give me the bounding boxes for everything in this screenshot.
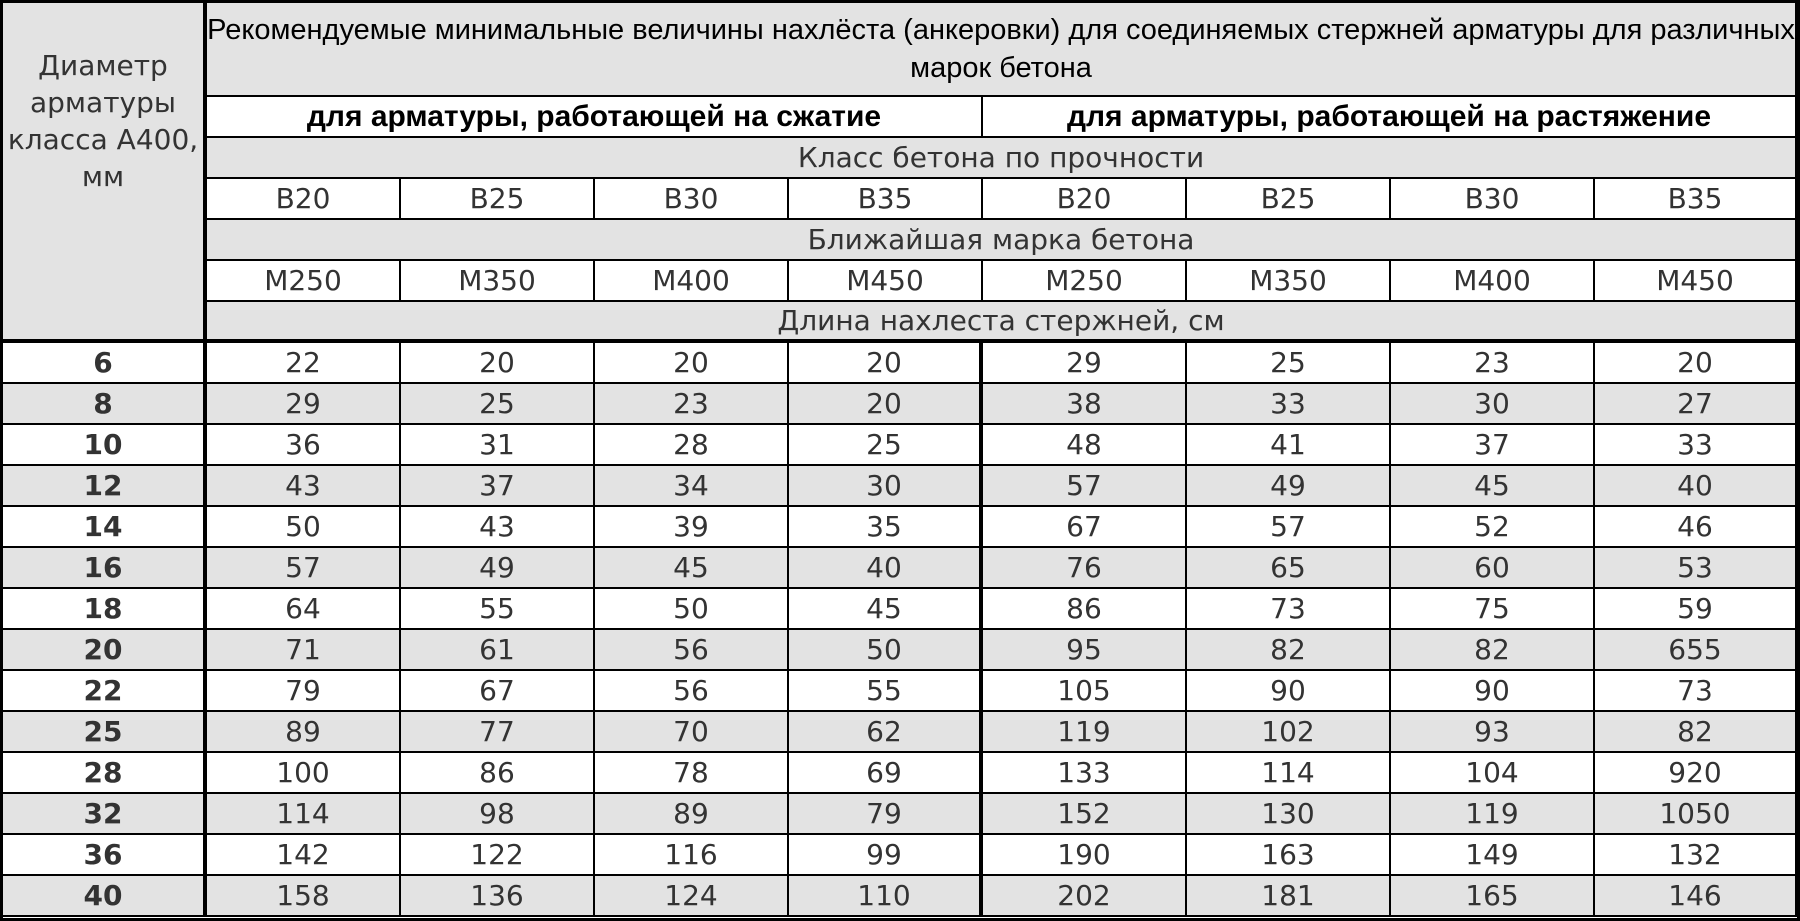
diameter-cell: 16 [3,548,207,589]
value-cell: 142 [207,835,401,876]
value-cell: 29 [207,384,401,425]
value-cell: 57 [207,548,401,589]
value-cell: 89 [595,794,789,835]
value-cell: 45 [789,589,983,630]
value-cell: 79 [789,794,983,835]
diameter-cell: 25 [3,712,207,753]
concrete-grade-label: Ближайшая марка бетона [207,220,1797,261]
concrete-class-cell: B30 [1391,179,1595,220]
diameter-cell: 40 [3,876,207,917]
value-cell: 73 [1187,589,1391,630]
value-cell: 75 [1391,589,1595,630]
value-cell: 163 [1187,835,1391,876]
value-cell: 50 [595,589,789,630]
value-cell: 30 [789,466,983,507]
value-cell: 60 [1391,548,1595,589]
table-title: Рекомендуемые минимальные величины нахлёста (анкеровки) для соединяемых стержней арматуры для различных марок бетона [207,3,1797,97]
corner-header: Диаметр арматуры класса А400, мм [3,3,207,343]
value-cell: 149 [1391,835,1595,876]
value-cell: 136 [401,876,595,917]
value-cell: 20 [789,384,983,425]
value-cell: 78 [595,753,789,794]
value-cell: 56 [595,671,789,712]
value-cell: 52 [1391,507,1595,548]
value-cell: 27 [1595,384,1797,425]
value-cell: 100 [207,753,401,794]
concrete-class-cell: B35 [789,179,983,220]
value-cell: 69 [789,753,983,794]
value-cell: 82 [1187,630,1391,671]
value-cell: 86 [983,589,1187,630]
value-cell: 146 [1595,876,1797,917]
lap-length-label: Длина нахлеста стержней, см [207,302,1797,343]
diameter-cell: 36 [3,835,207,876]
value-cell: 33 [1187,384,1391,425]
diameter-cell: 14 [3,507,207,548]
value-cell: 29 [983,343,1187,384]
value-cell: 86 [401,753,595,794]
value-cell: 62 [789,712,983,753]
diameter-cell: 22 [3,671,207,712]
value-cell: 67 [983,507,1187,548]
value-cell: 90 [1391,671,1595,712]
concrete-class-label: Класс бетона по прочности [207,138,1797,179]
value-cell: 1050 [1595,794,1797,835]
value-cell: 82 [1595,712,1797,753]
value-cell: 25 [789,425,983,466]
value-cell: 50 [207,507,401,548]
value-cell: 36 [207,425,401,466]
value-cell: 104 [1391,753,1595,794]
value-cell: 41 [1187,425,1391,466]
value-cell: 165 [1391,876,1595,917]
value-cell: 48 [983,425,1187,466]
value-cell: 119 [1391,794,1595,835]
group-header-tension: для арматуры, работающей на растяжение [983,97,1797,138]
value-cell: 130 [1187,794,1391,835]
concrete-grade-cell: M350 [401,261,595,302]
value-cell: 124 [595,876,789,917]
concrete-class-cell: B20 [983,179,1187,220]
diameter-cell: 10 [3,425,207,466]
value-cell: 20 [401,343,595,384]
value-cell: 122 [401,835,595,876]
diameter-cell: 6 [3,343,207,384]
value-cell: 90 [1187,671,1391,712]
value-cell: 93 [1391,712,1595,753]
value-cell: 57 [1187,507,1391,548]
value-cell: 114 [1187,753,1391,794]
value-cell: 116 [595,835,789,876]
value-cell: 64 [207,589,401,630]
diameter-cell: 20 [3,630,207,671]
value-cell: 105 [983,671,1187,712]
value-cell: 59 [1595,589,1797,630]
value-cell: 61 [401,630,595,671]
concrete-grade-cell: M250 [207,261,401,302]
diameter-cell: 18 [3,589,207,630]
value-cell: 39 [595,507,789,548]
value-cell: 190 [983,835,1187,876]
value-cell: 55 [789,671,983,712]
value-cell: 20 [789,343,983,384]
value-cell: 30 [1391,384,1595,425]
value-cell: 79 [207,671,401,712]
value-cell: 110 [789,876,983,917]
value-cell: 82 [1391,630,1595,671]
value-cell: 89 [207,712,401,753]
concrete-grade-cell: M450 [789,261,983,302]
value-cell: 23 [595,384,789,425]
value-cell: 73 [1595,671,1797,712]
value-cell: 25 [1187,343,1391,384]
value-cell: 33 [1595,425,1797,466]
value-cell: 114 [207,794,401,835]
value-cell: 23 [1391,343,1595,384]
value-cell: 95 [983,630,1187,671]
value-cell: 45 [1391,466,1595,507]
concrete-class-cell: B25 [401,179,595,220]
value-cell: 25 [401,384,595,425]
diameter-cell: 32 [3,794,207,835]
concrete-class-cell: B25 [1187,179,1391,220]
value-cell: 65 [1187,548,1391,589]
value-cell: 77 [401,712,595,753]
value-cell: 202 [983,876,1187,917]
value-cell: 34 [595,466,789,507]
concrete-class-cell: B20 [207,179,401,220]
value-cell: 37 [401,466,595,507]
concrete-grade-cell: M450 [1595,261,1797,302]
concrete-grade-cell: M250 [983,261,1187,302]
value-cell: 181 [1187,876,1391,917]
concrete-grade-cell: M400 [595,261,789,302]
value-cell: 20 [1595,343,1797,384]
diameter-cell: 8 [3,384,207,425]
concrete-class-cell: B30 [595,179,789,220]
value-cell: 28 [595,425,789,466]
value-cell: 119 [983,712,1187,753]
value-cell: 40 [789,548,983,589]
value-cell: 99 [789,835,983,876]
value-cell: 152 [983,794,1187,835]
value-cell: 132 [1595,835,1797,876]
value-cell: 56 [595,630,789,671]
value-cell: 40 [1595,466,1797,507]
value-cell: 158 [207,876,401,917]
concrete-class-cell: B35 [1595,179,1797,220]
value-cell: 67 [401,671,595,712]
value-cell: 655 [1595,630,1797,671]
value-cell: 53 [1595,548,1797,589]
value-cell: 43 [401,507,595,548]
value-cell: 76 [983,548,1187,589]
value-cell: 35 [789,507,983,548]
diameter-cell: 12 [3,466,207,507]
value-cell: 43 [207,466,401,507]
value-cell: 102 [1187,712,1391,753]
value-cell: 37 [1391,425,1595,466]
value-cell: 20 [595,343,789,384]
value-cell: 133 [983,753,1187,794]
value-cell: 49 [401,548,595,589]
value-cell: 38 [983,384,1187,425]
value-cell: 57 [983,466,1187,507]
group-header-compression: для арматуры, работающей на сжатие [207,97,983,138]
concrete-grade-cell: M400 [1391,261,1595,302]
value-cell: 45 [595,548,789,589]
value-cell: 31 [401,425,595,466]
diameter-cell: 28 [3,753,207,794]
value-cell: 98 [401,794,595,835]
value-cell: 920 [1595,753,1797,794]
value-cell: 55 [401,589,595,630]
value-cell: 46 [1595,507,1797,548]
value-cell: 49 [1187,466,1391,507]
value-cell: 22 [207,343,401,384]
value-cell: 70 [595,712,789,753]
concrete-grade-cell: M350 [1187,261,1391,302]
value-cell: 71 [207,630,401,671]
value-cell: 50 [789,630,983,671]
